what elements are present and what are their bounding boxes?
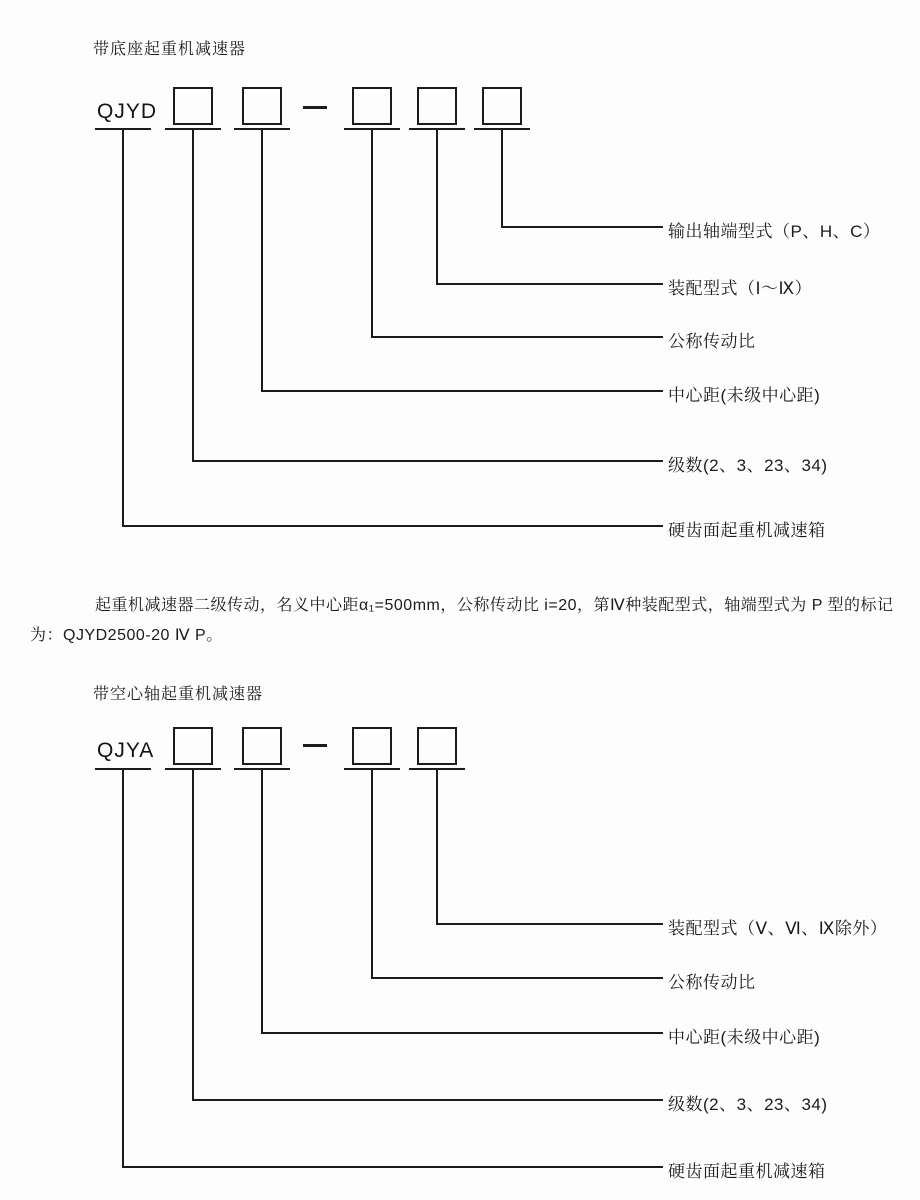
designation-box-1: [173, 727, 213, 765]
leader-vline-center-dist: [261, 768, 263, 1034]
label-ratio-1: 公称传动比: [668, 332, 756, 351]
label-center-distance-1: 中心距(未级中心距): [668, 386, 821, 405]
leader-vline-center-dist: [261, 128, 263, 392]
leader-vline-ratio: [371, 768, 373, 979]
example-line-1: 起重机减速器二级传动，名义中心距α₁=500mm，公称传动比 i=20，第Ⅳ种装配型式，轴端型式为 P 型的标记: [95, 597, 894, 614]
example-line-2: 为：QJYD2500-20 Ⅳ P。: [30, 627, 223, 644]
label-center-distance-2: 中心距(未级中心距): [668, 1028, 821, 1047]
leader-hline-gearbox: [122, 525, 663, 527]
leader-hline-center-dist: [261, 1032, 663, 1034]
leader-hline-stages: [192, 460, 663, 462]
leader-vline-output-shaft: [501, 128, 503, 228]
leader-hline-output-shaft: [501, 226, 663, 228]
leader-vline-stages: [192, 128, 194, 462]
leader-vline-assembly: [436, 128, 438, 285]
model-code-qjyd: QJYD: [97, 100, 158, 123]
dash-separator: [303, 106, 327, 109]
leader-hline-gearbox: [122, 1166, 663, 1168]
label-output-shaft-type-1: 输出轴端型式（P、H、C）: [668, 222, 881, 241]
leader-vline-stages: [192, 768, 194, 1101]
designation-box-2: [242, 87, 282, 125]
designation-box-4: [417, 727, 457, 765]
label-stages-2: 级数(2、3、23、34): [668, 1095, 828, 1114]
label-stages-1: 级数(2、3、23、34): [668, 456, 828, 475]
leader-vline-gearbox: [122, 128, 124, 527]
designation-box-5: [482, 87, 522, 125]
label-ratio-2: 公称传动比: [668, 973, 756, 992]
leader-vline-ratio: [371, 128, 373, 338]
section1-title: 带底座起重机减速器: [93, 41, 247, 58]
leader-hline-ratio: [371, 977, 663, 979]
designation-box-4: [417, 87, 457, 125]
designation-box-3: [352, 87, 392, 125]
label-assembly-type-1: 装配型式（Ⅰ～Ⅸ）: [668, 279, 813, 298]
label-assembly-type-2: 装配型式（Ⅴ、Ⅵ、Ⅸ除外）: [668, 919, 888, 938]
leader-vline-gearbox: [122, 768, 124, 1168]
leader-hline-assembly: [436, 283, 663, 285]
model-code-qjya: QJYA: [97, 739, 155, 762]
leader-vline-assembly: [436, 768, 438, 925]
designation-box-3: [352, 727, 392, 765]
leader-hline-assembly: [436, 923, 663, 925]
leader-hline-stages: [192, 1099, 663, 1101]
leader-hline-ratio: [371, 336, 663, 338]
dash-separator: [303, 744, 327, 747]
section2-title: 带空心轴起重机减速器: [93, 686, 264, 703]
label-gearbox-name-1: 硬齿面起重机减速箱: [668, 521, 826, 540]
label-gearbox-name-2: 硬齿面起重机减速箱: [668, 1162, 826, 1181]
designation-box-2: [242, 727, 282, 765]
leader-hline-center-dist: [261, 390, 663, 392]
designation-box-1: [173, 87, 213, 125]
